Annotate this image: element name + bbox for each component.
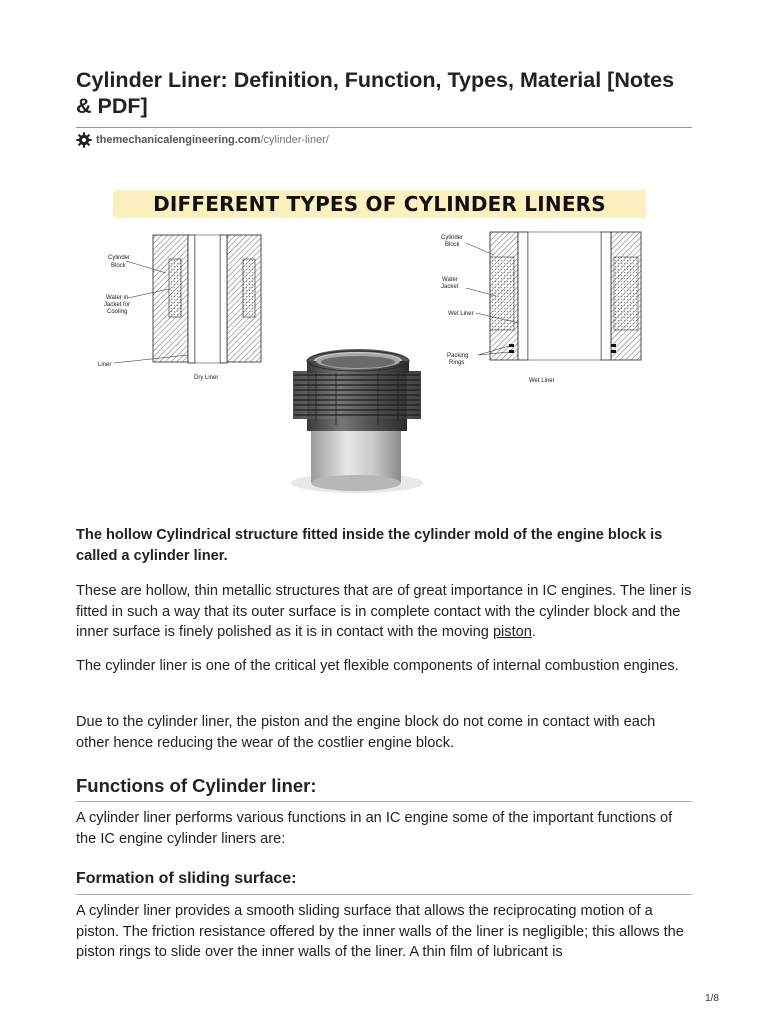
source-line[interactable] <box>76 132 329 148</box>
wet-label-cylinder-block: Cylinder <box>441 235 464 241</box>
svg-text:Cooling: Cooling <box>107 309 128 315</box>
liner-diagrams <box>98 163 692 503</box>
dry-label-cylinder-block: Cylinder <box>108 255 131 261</box>
paragraph-1: These are hollow, thin metallic structures that are of great importance in IC engines. The liner is fitted in such a way that its outer surface is in complete contact with the cylinder block and the inner surface is finely polished as it is in contact with the moving piston. <box>76 583 692 640</box>
functions-heading-rule <box>76 801 692 802</box>
cylinder-liner-types-figure <box>98 163 692 503</box>
intro-bold-paragraph: The hollow Cylindrical structure fitted inside the cylinder mold of the engine block is called a cylinder liner. <box>76 527 663 564</box>
svg-text:Jacket: Jacket <box>441 284 459 290</box>
title-divider <box>76 127 692 128</box>
gear-icon <box>76 132 92 148</box>
figure-banner: DIFFERENT TYPES OF CYLINDER LINERS <box>113 190 646 218</box>
paragraph-1-text: These are hollow, thin metallic structures that are of great importance in IC engines. The liner is fitted in such a way that its outer surface is in complete contact with the cylinder block and the inner surface is finely polished as it is in contact with the moving <box>76 583 692 640</box>
wet-label-wet-liner: Wet Liner <box>448 311 474 317</box>
page-number: 1/8 <box>705 993 719 1004</box>
article-title: Cylinder Liner: Definition, Function, Types, Material [Notes & PDF] <box>76 68 675 118</box>
paragraph-2: The cylinder liner is one of the critical yet flexible components of internal combustion engines. <box>76 658 679 674</box>
svg-text:Jacket for: Jacket for <box>104 302 131 308</box>
sliding-surface-paragraph: A cylinder liner provides a smooth sliding surface that allows the reciprocating motion of a piston. The friction resistance offered by the inner walls of the liner is negligible; this allows the piston rings to slide over the inner walls of the liner. A thin film of lubricant is <box>76 903 684 960</box>
dry-label-liner: Liner <box>98 362 112 368</box>
svg-text:Block: Block <box>111 263 126 269</box>
functions-intro-paragraph: A cylinder liner performs various functions in an IC engine some of the important functions of the IC engine cylinder liners are: <box>76 810 673 847</box>
dry-liner-diagram <box>98 235 261 381</box>
paragraph-3: Due to the cylinder liner, the piston and the engine block do not come in contact with each other hence reducing the wear of the costlier engine block. <box>76 714 656 751</box>
cylinder-liner-photo <box>291 349 423 493</box>
svg-text:Block: Block <box>445 242 460 248</box>
source-domain[interactable]: themechanicalengineering.com <box>96 134 261 146</box>
sliding-surface-heading-rule <box>76 894 692 895</box>
sliding-surface-heading: Formation of sliding surface: <box>76 870 297 887</box>
wet-liner-diagram <box>441 232 641 384</box>
wet-label-packing-rings: Packing <box>447 353 469 359</box>
dry-liner-caption: Dry Liner <box>194 375 219 381</box>
svg-text:Rings: Rings <box>449 360 465 366</box>
wet-liner-caption: Wet Liner <box>529 378 555 384</box>
dry-label-water: Water in <box>106 295 129 301</box>
piston-link[interactable]: piston <box>492 624 532 640</box>
functions-heading: Functions of Cylinder liner: <box>76 775 317 796</box>
wet-label-water-jacket: Water <box>442 277 458 283</box>
source-path[interactable]: /cylinder-liner/ <box>260 134 329 146</box>
